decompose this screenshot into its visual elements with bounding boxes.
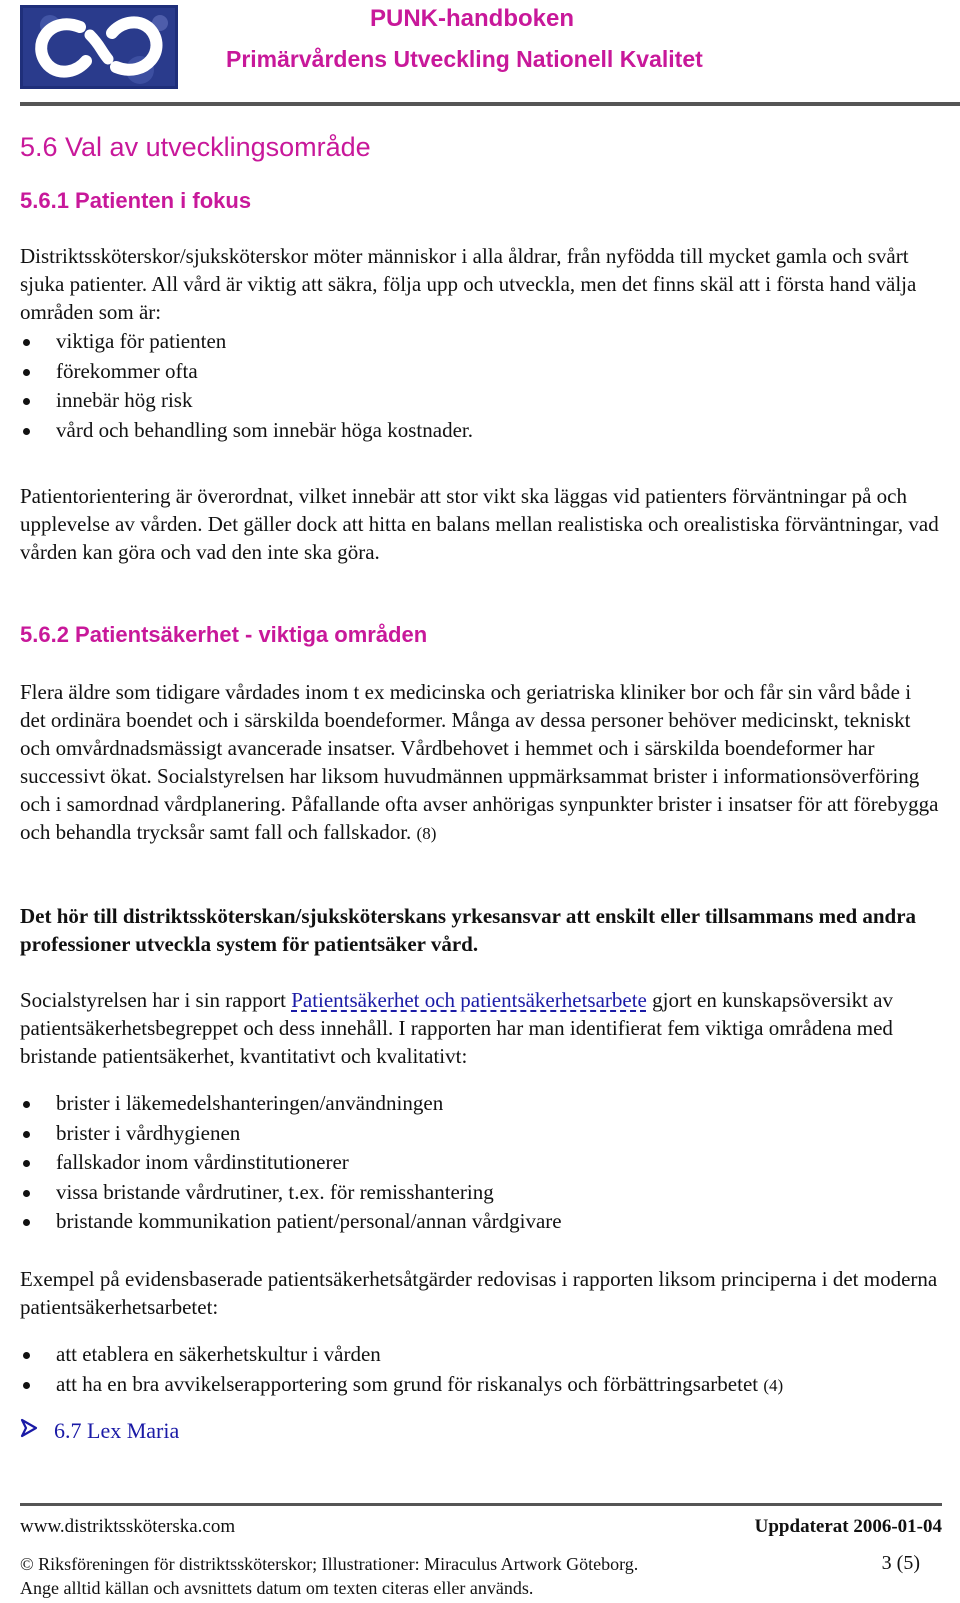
list-item: att etablera en säkerhetskultur i vården [20,1340,783,1370]
footer-divider [20,1503,942,1506]
list-item: vissa bristande vårdrutiner, t.ex. för remisshantering [20,1178,562,1208]
bullet-icon [23,1160,30,1167]
bullet-icon [23,1352,30,1359]
footer-citation-note: Ange alltid källan och avsnittets datum om texten citeras eller används. [20,1578,534,1598]
list-item: att ha en bra avvikelserapportering som grund för riskanalys och förbättringsarbetet (4) [20,1370,783,1400]
list-item: vård och behandling som innebär höga kostnader. [20,416,473,446]
list-item: förekommer ofta [20,357,473,387]
bullet-icon [23,369,30,376]
citation: (8) [416,824,437,843]
citation: (4) [763,1375,784,1395]
punk-logo [20,5,178,89]
bullet-icon [23,1101,30,1108]
list-item: fallskador inom vårdinstitutionerer [20,1148,562,1178]
subsection-heading-patient-focus: 5.6.1 Patienten i fokus [20,188,252,213]
header-subtitle: Primärvårdens Utveckling Nationell Kvalitet [226,46,703,72]
header-title: PUNK-handboken [370,5,574,32]
arrow-right-icon [20,1418,42,1444]
bullet-icon [23,398,30,405]
bullet-icon [23,1382,30,1389]
criteria-list [20,327,473,445]
report-link[interactable]: Patientsäkerhet och patientsäkerhetsarbete [291,988,647,1012]
patient-focus-intro: Distriktssköterskor/sjuksköterskor möter människor i alla åldrar, från nyfödda till mycket gamla och svårt sjuka patienter. All vård är viktig att säkra, följa upp och utveckla, men det finns skäl att i första hand välja områden som är: [20,244,917,324]
examples-paragraph: Exempel på evidensbaserade patientsäkerhetsåtgärder redovisas i rapporten liksom principerna i det moderna patientsäkerhetsarbetet: [20,1267,938,1319]
patient-safety-paragraph: Flera äldre som tidigare vårdades inom t ex medicinska och geriatriska kliniker bor och får sin vård både i det ordinära boendet och i särskilda boendeformer. Många av dessa personer behöver medicinskt, tekniskt och omvårdnadsmässigt avancerade insatser. Vårdbehovet i hemmet och i särskilda boendeformer har successivt ökat. Socialstyrelsen har liksom huvudmännen uppmärksammat brister i informationsöverföring och i samordnad vårdplanering. Påfallande ofta avser anhörigas synpunkter brister i insatser för att förebygga och behandla trycksår samt fall och fallskador. (8) [20,680,939,844]
footer-url: www.distriktssköterska.com [20,1516,236,1537]
list-item: brister i läkemedelshanteringen/användningen [20,1089,562,1119]
list-item: viktiga för patienten [20,327,473,357]
footer-updated-date: Uppdaterat 2006-01-04 [754,1516,942,1537]
bullet-icon [23,339,30,346]
list-item: bristande kommunikation patient/personal/annan vårdgivare [20,1207,562,1237]
subsection-heading-patient-safety: 5.6.2 Patientsäkerhet - viktiga områden [20,622,428,647]
bullet-icon [23,1190,30,1197]
safety-areas-list [20,1089,562,1237]
next-section-link-row [20,1418,179,1444]
principles-list [20,1340,783,1399]
footer-copyright: © Riksföreningen för distriktssköterskor; Illustrationer: Miraculus Artwork Göteborg. [20,1554,639,1574]
bullet-icon [23,428,30,435]
list-item: innebär hög risk [20,386,473,416]
page-number: 3 (5) [881,1552,920,1574]
responsibility-statement: Det hör till distriktssköterskan/sjuksköterskans yrkesansvar att enskilt eller tillsammans med andra professioner utveckla system för patientsäker vård. [20,904,917,956]
bullet-icon [23,1219,30,1226]
header-divider [20,102,960,106]
lex-maria-link[interactable]: 6.7 Lex Maria [54,1418,180,1443]
patient-orientation-paragraph: Patientorientering är överordnat, vilket innebär att stor vikt ska läggas vid patienters förväntningar på och upplevelse av vården. Det gäller dock att hitta en balans mellan realistiska och orealistiska förväntningar, vad vården kan göra och vad den inte ska göra. [20,484,939,564]
bullet-icon [23,1131,30,1138]
list-item: brister i vårdhygienen [20,1119,562,1149]
section-heading: 5.6 Val av utvecklingsområde [20,132,371,162]
arrow-right-icon-shape [20,1418,38,1438]
report-paragraph: Socialstyrelsen har i sin rapport Patientsäkerhet och patientsäkerhetsarbete gjort en kunskapsöversikt av patientsäkerhetsbegreppet och dess innehåll. I rapporten har man identifierat fem viktiga områdena med bristande patientsäkerhet, kvantitativt och kvalitativt: [20,988,893,1068]
